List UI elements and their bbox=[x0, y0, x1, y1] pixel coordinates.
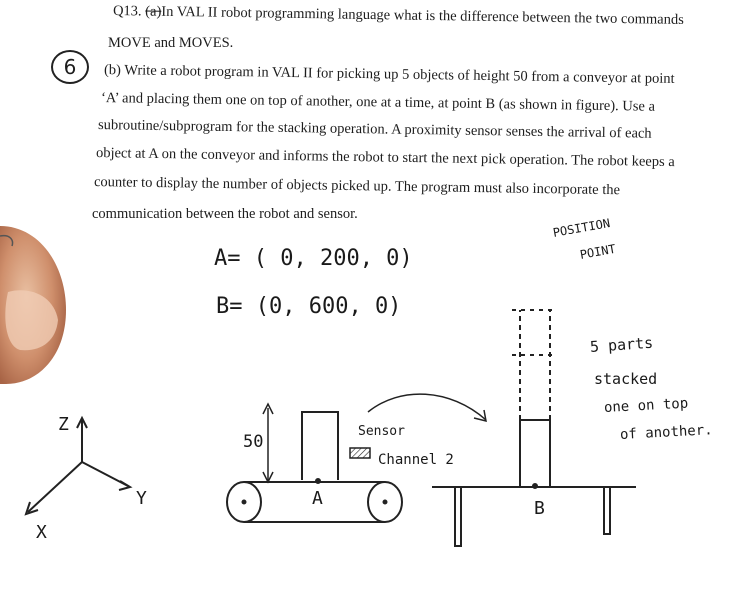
note-stacked: stacked bbox=[594, 370, 658, 388]
question-number: Q13. bbox=[112, 3, 142, 20]
part-a-label: (a) bbox=[145, 3, 162, 20]
channel-label: Channel 2 bbox=[378, 452, 454, 468]
axis-x-label: X bbox=[36, 522, 47, 543]
note-5-parts: 5 parts bbox=[589, 333, 654, 356]
coordinate-axes bbox=[26, 418, 130, 514]
question-line-6: object at A on the conveyor and informs the robot to start the next pick operation. The robot keeps a bbox=[95, 145, 675, 171]
axis-z-label: Z bbox=[58, 414, 69, 435]
height-label: 50 bbox=[243, 432, 264, 452]
question-line-2: MOVE and MOVES. bbox=[108, 35, 234, 51]
stack-at-b bbox=[512, 310, 556, 488]
object-at-a bbox=[302, 412, 338, 483]
sensor-symbol bbox=[350, 448, 370, 458]
transfer-arrow bbox=[368, 394, 486, 421]
question-line-3: (b) Write a robot program in VAL II for picking up 5 objects of height 50 from a conveyor at point bbox=[103, 62, 675, 87]
question-line-4: ‘A’ and placing them one on top of another, one at a time, at point B (as shown in figure). Use a bbox=[100, 90, 656, 115]
question-line-7: counter to display the number of objects picked up. The program must also incorporate the bbox=[93, 174, 621, 199]
axis-y-label: Y bbox=[136, 488, 147, 509]
height-dimension bbox=[263, 404, 273, 482]
circled-number-text: 6 bbox=[63, 55, 77, 79]
note-one-on-top: one on top bbox=[603, 395, 689, 416]
question-line-5: subroutine/subprogram for the stacking operation. A proximity sensor senses the arrival of each bbox=[97, 117, 652, 142]
point-b-coordinates: B= (0, 600, 0) bbox=[216, 294, 402, 319]
sensor-label: Sensor bbox=[358, 424, 405, 439]
point-a-coordinates: A= ( 0, 200, 0) bbox=[214, 246, 413, 271]
note-of-another: of another. bbox=[619, 422, 714, 443]
point-a-label: A bbox=[312, 488, 323, 509]
thumb-image bbox=[0, 226, 66, 384]
question-line-8: communication between the robot and sensor. bbox=[92, 206, 358, 222]
position-label: POSITION bbox=[551, 216, 612, 240]
question-line-1-text: In VAL II robot programming language what is the difference between the two commands bbox=[161, 3, 684, 28]
point-label: POINT bbox=[578, 241, 617, 262]
point-b-label: B bbox=[534, 498, 545, 519]
